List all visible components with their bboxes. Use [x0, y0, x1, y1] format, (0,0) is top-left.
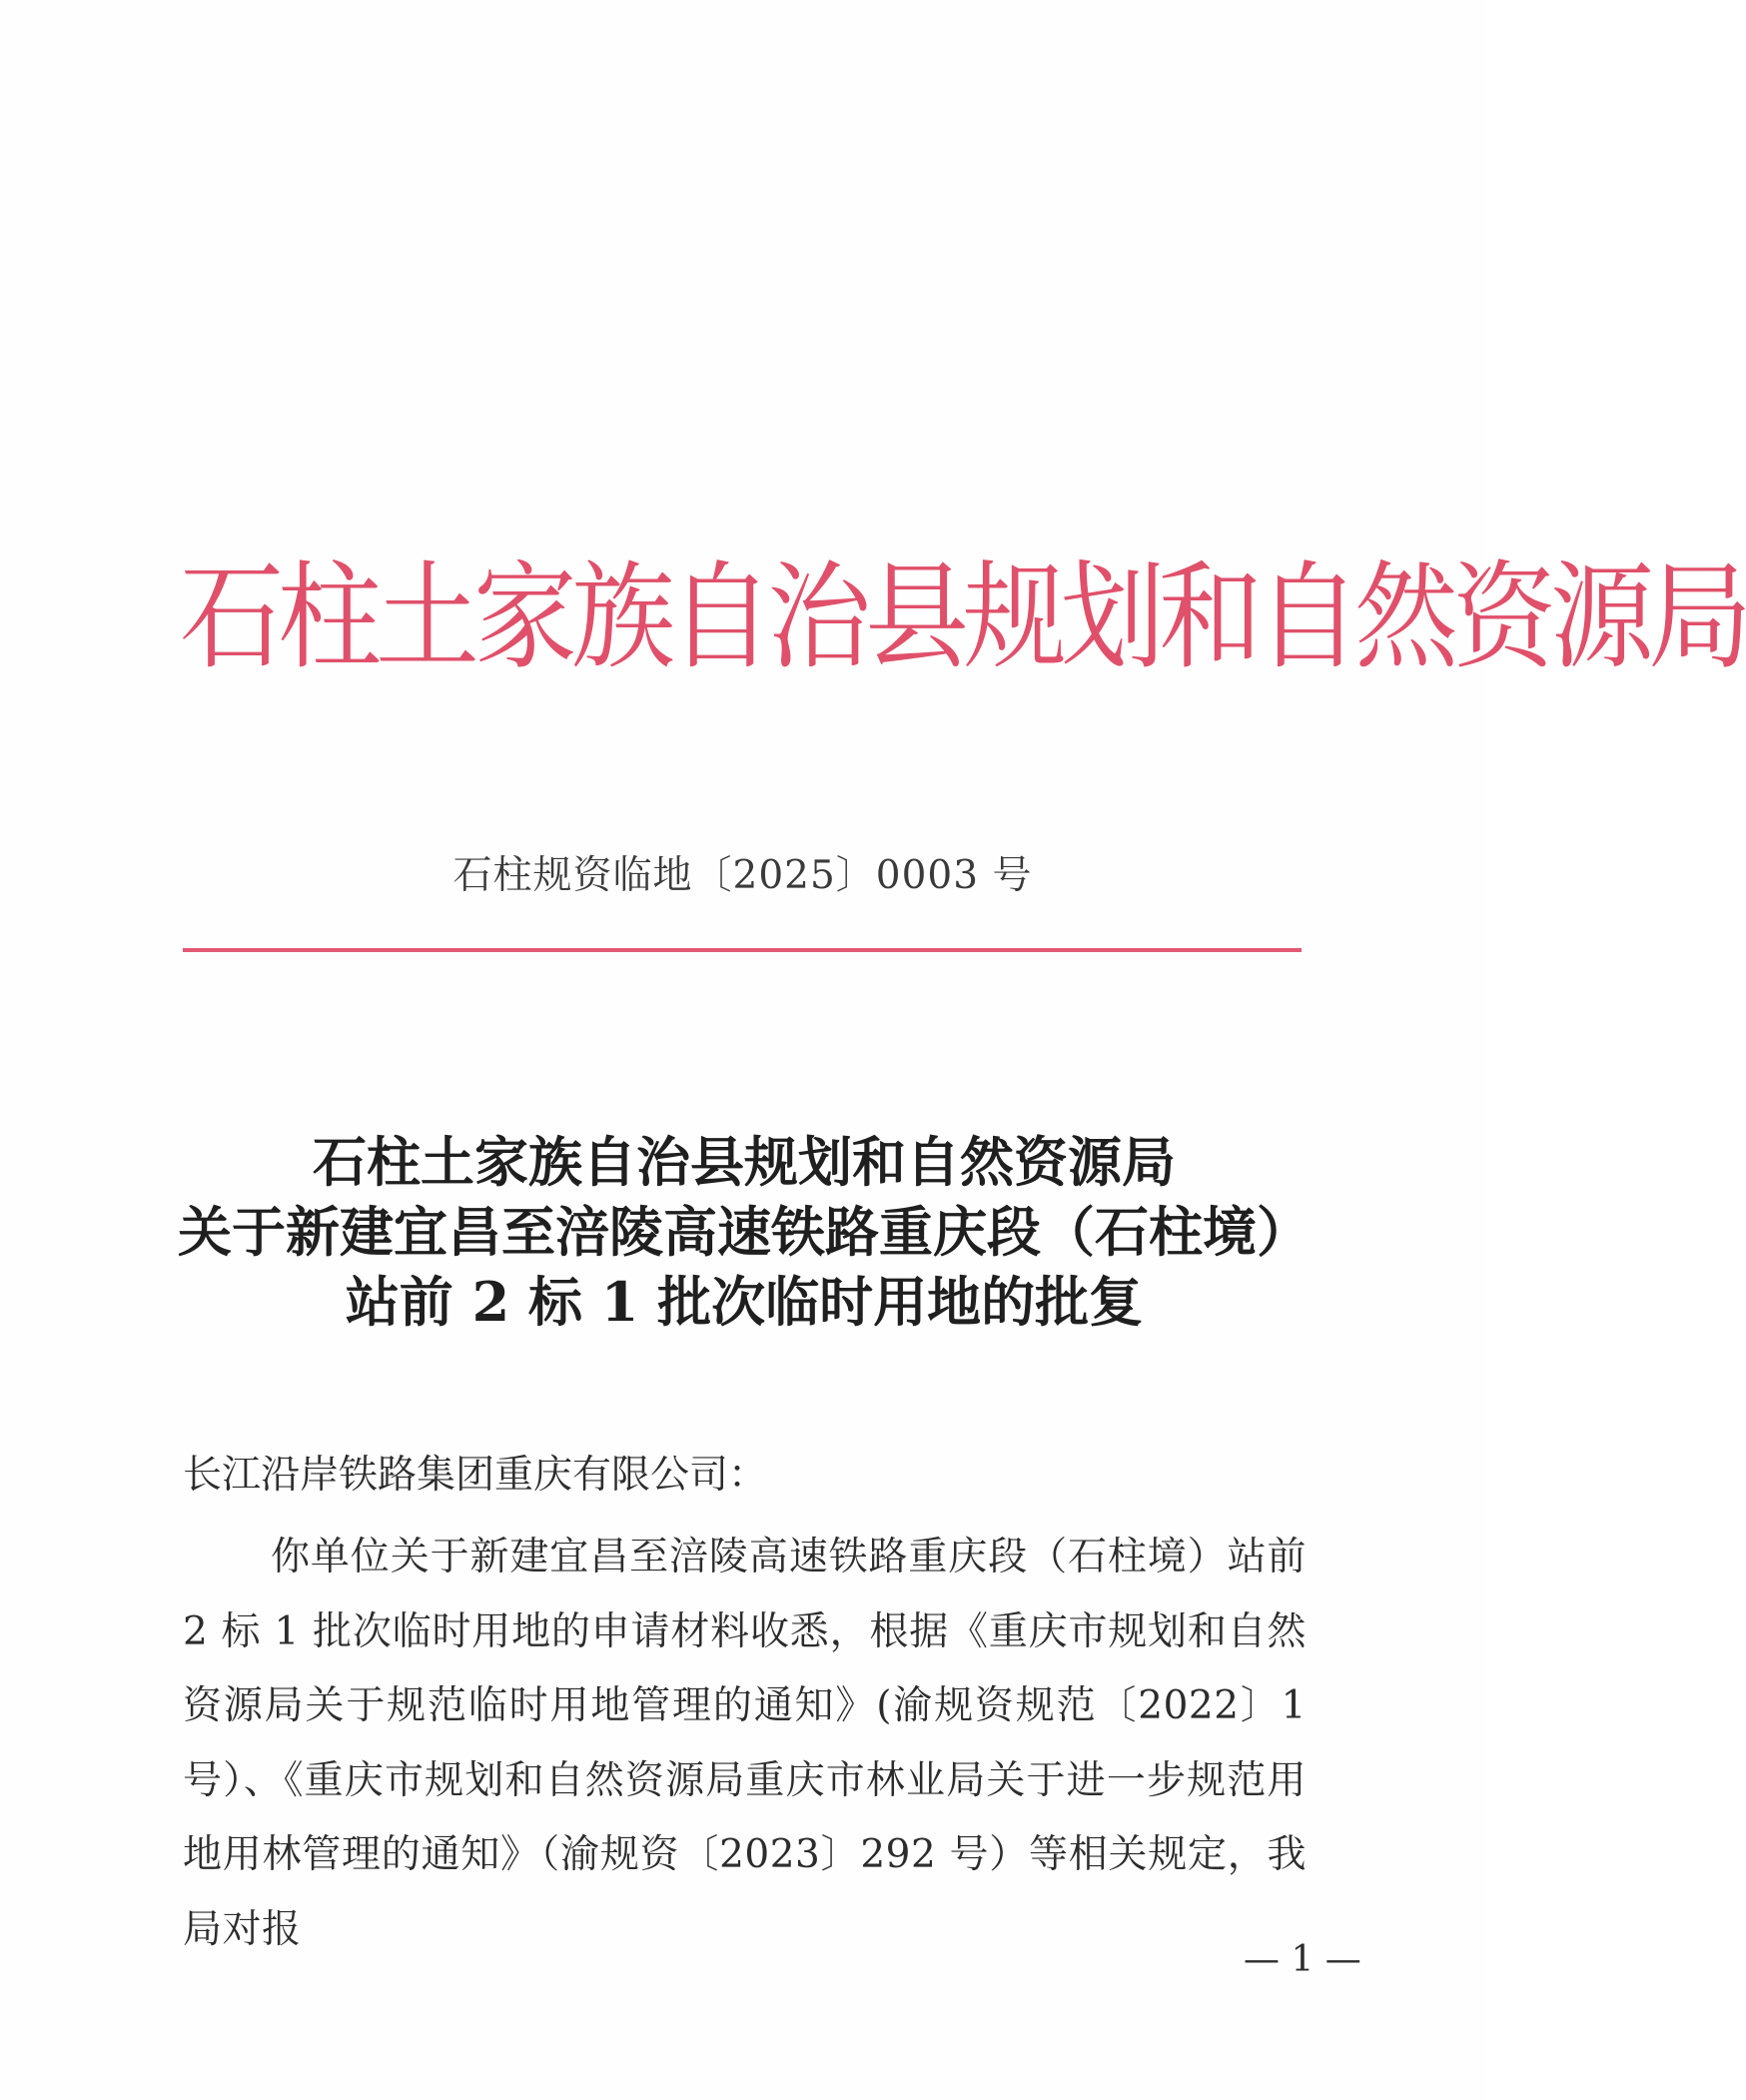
red-divider-line	[183, 948, 1302, 952]
title-line-2: 关于新建宜昌至涪陵高速铁路重庆段（石柱境）	[178, 1200, 1310, 1264]
title-line-1: 石柱土家族自治县规划和自然资源局	[313, 1130, 1176, 1194]
issuer-header: 石柱土家族自治县规划和自然资源局	[180, 548, 1746, 686]
document-title	[150, 1127, 1338, 1337]
document-number: 石柱规资临地〔2025〕0003 号	[452, 853, 1033, 898]
title-line-3: 站前 2 标 1 批次临时用地的批复	[345, 1270, 1144, 1334]
page-number: — 1 —	[1244, 1939, 1361, 1980]
body-paragraph: 你单位关于新建宜昌至涪陵高速铁路重庆段（石柱境）站前 2 标 1 批次临时用地的申请材料收悉，根据《重庆市规划和自然资源局关于规范临时用地管理的通知》(渝规资规范〔2022〕1 号）、《重庆市规划和自然资源局重庆市林业局关于进一步规范用地用林管理的通知》（渝规资〔2023〕292 号）等相关规定，我局对报	[183, 1535, 1307, 1952]
addressee: 长江沿岸铁路集团重庆有限公司：	[183, 1453, 768, 1498]
